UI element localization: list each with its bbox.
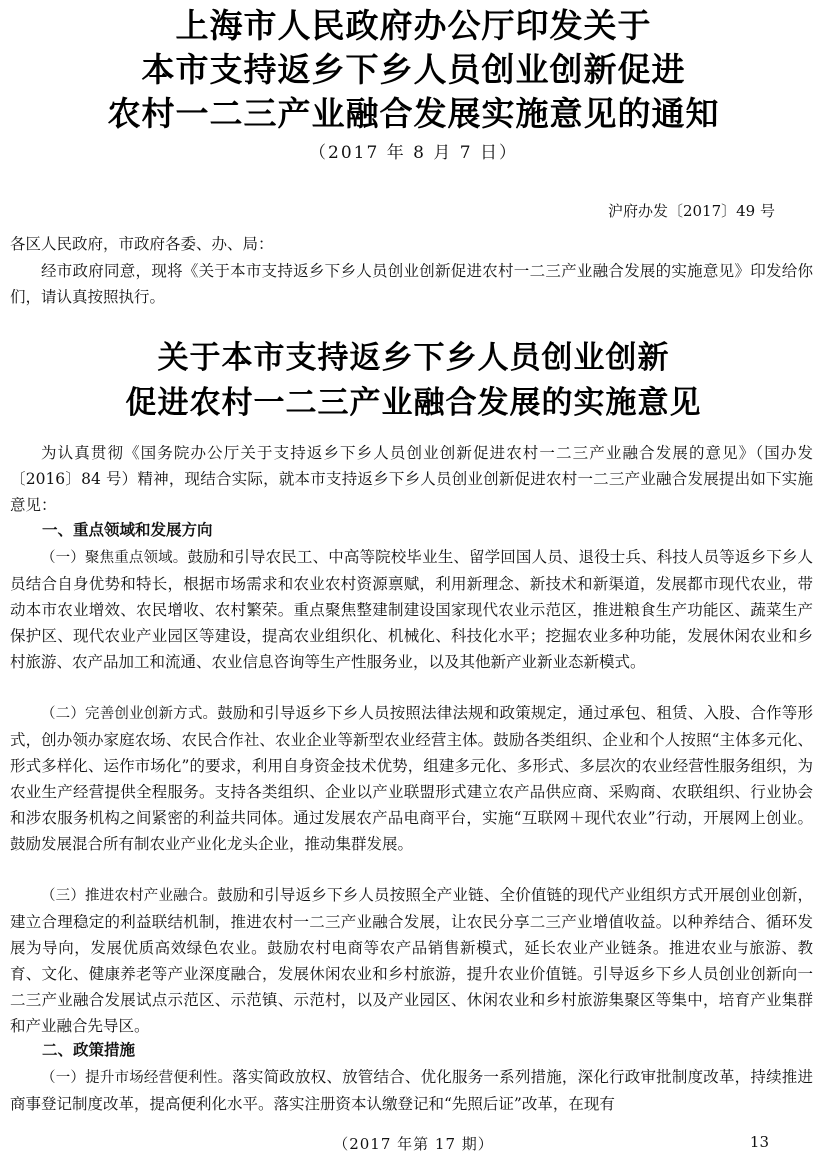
opinion-title-line: 关于本市支持返乡下乡人员创业创新 [157,340,670,376]
page-number: 13 [749,1133,769,1151]
notice-title-line: 上海市人民政府办公厅印发关于 [175,6,652,45]
paragraph-market [10,1064,813,1117]
paragraph-lead: （一）聚焦重点领域。 [41,550,188,566]
notice-title-line: 本市支持返乡下乡人员创业创新促进 [141,50,686,89]
paragraph-integration [10,882,813,1039]
paragraph-text: 鼓励和引导返乡下乡人员按照法律法规和政策规定，通过承包、租赁、入股、合作等形式，创办领办家庭农场、农民合作社、农业企业等新型农业经营主体。鼓励各类组织、企业和个人按照“主体多元化、形式多样化、运作市场化”的要求，利用自身资金技术优势，组建多元化、多形式、多层次的农业经营性服务组织，为农业生产经营提供全程服务。支持各类组织、企业以产业联盟形式建立农产品供应商、采购商、农联组织、行业协会和涉农服务机构之间紧密的利益共同体。通过发展农产品电商平台，实施“互联网＋现代农业”行动，开展网上创业。鼓励发展混合所有制农业产业化龙头企业，推动集群发展。 [10,704,813,853]
paragraph-lead: （三）推进农村产业融合。 [41,888,218,904]
notice-date: （2017 年 8 月 7 日） [309,143,518,163]
section-heading-2: 二、政策措施 [42,1041,136,1059]
opinion-title [40,336,787,426]
paragraph-lead: （一）提升市场经营便利性。 [41,1070,233,1086]
issue-footer: （2017 年第 17 期） [333,1135,494,1153]
paragraph-methods [10,700,813,857]
notice-title-line: 农村一二三产业融合发展实施意见的通知 [107,94,720,133]
paragraph-text: 鼓励和引导返乡下乡人员按照全产业链、全价值链的现代产业组织方式开展创业创新，建立合理稳定的利益联结机制，推进农村一二三产业融合发展，让农民分享二三产业增值收益。以种养结合、循环发展为导向，发展优质高效绿色农业。鼓励农村电商等农产品销售新模式，延长农业产业链条。推进农业与旅游、教育、文化、健康养老等产业深度融合，发展休闲农业和乡村旅游，提升农业价值链。引导返乡下乡人员创业创新向一二三产业融合发展试点示范区、示范镇、示范村，以及产业园区、休闲农业和乡村旅游集聚区等集中，培育产业集群和产业融合先导区。 [10,886,813,1035]
paragraph-text: 鼓励和引导农民工、中高等院校毕业生、留学回国人员、退役士兵、科技人员等返乡下乡人员结合自身优势和特长，根据市场需求和农业农村资源禀赋，利用新理念、新技术和新渠道，发展都市现代农业，带动本市农业增效、农民增收、农村繁荣。重点聚焦整建制建设国家现代农业示范区，推进粮食生产功能区、蔬菜生产保护区、现代农业产业园区等建设，提高农业组织化、机械化、科技化水平；挖掘农业多种功能，发展休闲农业和乡村旅游、农产品加工和流通、农业信息咨询等生产性服务业，以及其他新产业新业态新模式。 [10,548,813,671]
paragraph-focus-areas [10,544,813,675]
opinion-intro: 为认真贯彻《国务院办公厅关于支持返乡下乡人员创业创新促进农村一二三产业融合发展的意见》（国办发〔2016〕84 号）精神，现结合实际，就本市支持返乡下乡人员创业创新促进农村一二三产业融合发展提出如下实施意见： [10,444,813,514]
notice-body: 经市政府同意，现将《关于本市支持返乡下乡人员创业创新促进农村一二三产业融合发展的实施意见》印发给你们，请认真按照执行。 [10,262,813,306]
paragraph-lead: （二）完善创业创新方式。 [41,706,218,722]
notice-title [40,4,787,136]
section-heading-1: 一、重点领域和发展方向 [42,521,213,539]
opinion-title-line: 促进农村一二三产业融合发展的实施意见 [125,385,702,421]
document-number: 沪府办发〔2017〕49 号 [607,202,775,220]
salutation: 各区人民政府，市政府各委、办、局： [10,235,274,253]
paragraph-text: 落实简政放权、放管结合、优化服务一系列措施，深化行政审批制度改革，持续推进商事登记制度改革，提高便利化水平。落实注册资本认缴登记和“先照后证”改革，在现有 [10,1068,813,1113]
